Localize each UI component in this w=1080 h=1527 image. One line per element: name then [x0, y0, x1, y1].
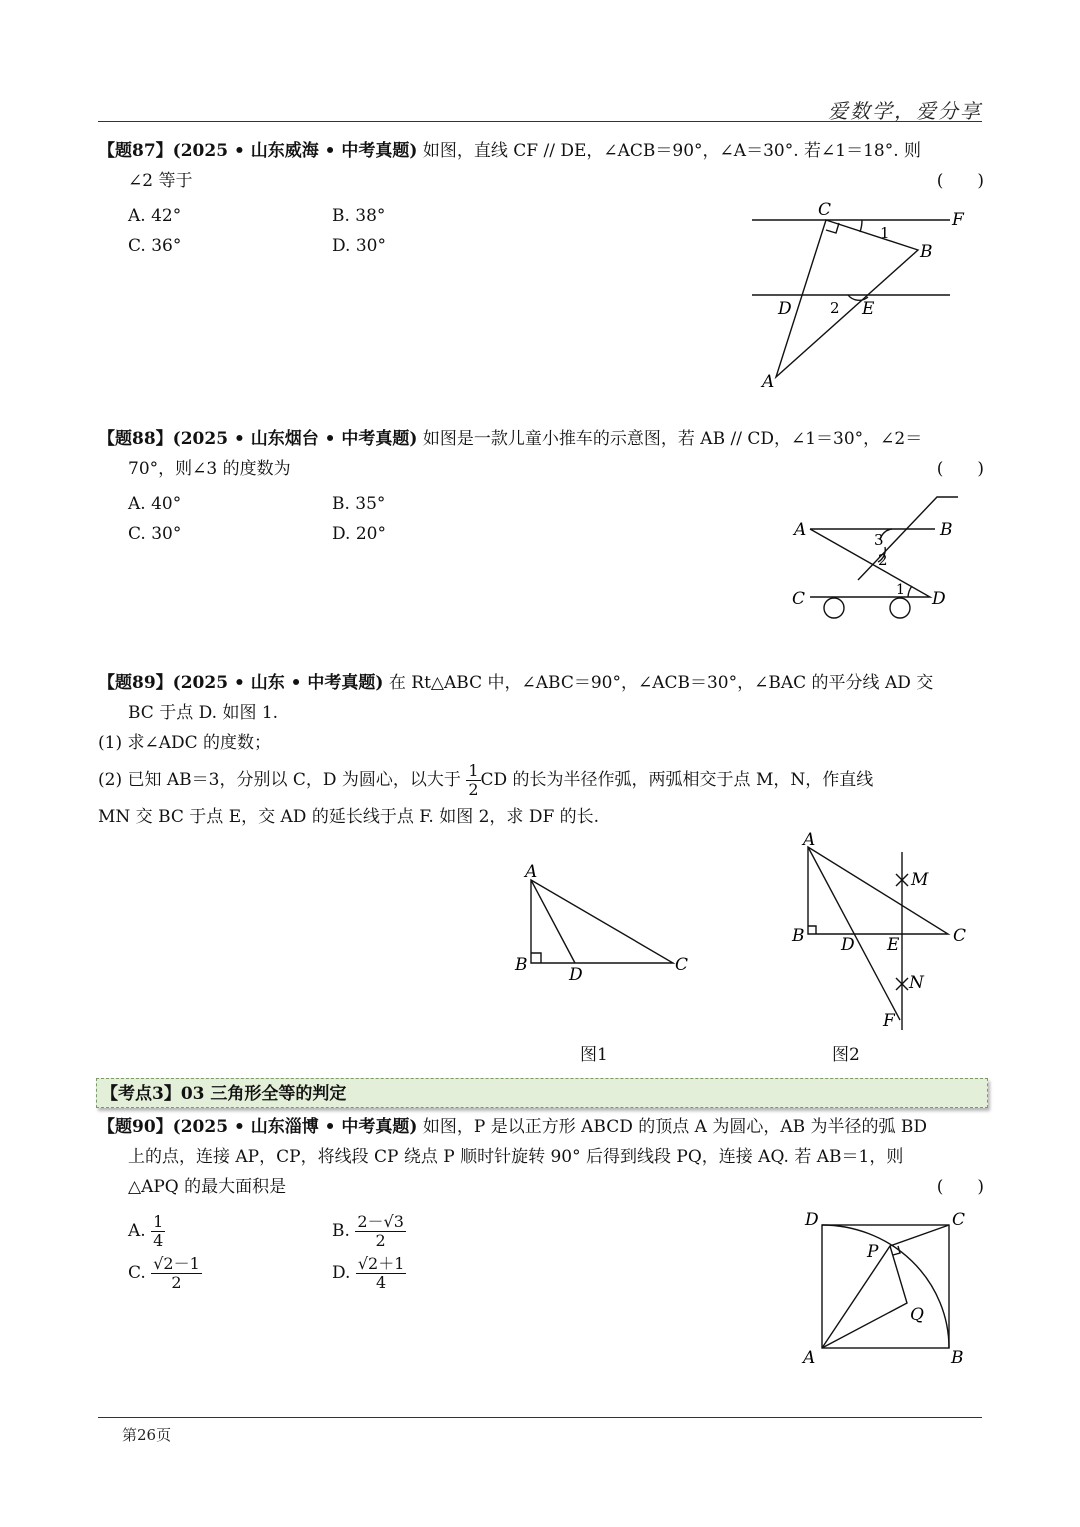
q87-stem-line1: 如图，直线 CF // DE，∠ACB＝90°，∠A＝30°. 若∠1＝18°. 则	[422, 141, 922, 161]
q87-option-d: D. 30°	[332, 236, 386, 256]
q88-label-a: A	[794, 520, 807, 540]
q87-stem-line2: ∠2 等于	[128, 171, 193, 191]
question-89	[98, 668, 984, 832]
q89-part2-c: MN 交 BC 于点 E，交 AD 的延长线于点 F. 如图 2，求 DF 的长.	[98, 807, 600, 827]
q87-answer-paren: ( )	[936, 171, 984, 191]
q89-fig2-label-a: A	[803, 830, 816, 850]
q89-part2-b: CD 的长为半径作弧，两弧相交于点 M，N，作直线	[480, 770, 874, 790]
q90-option-c-den: 2	[171, 1273, 182, 1292]
q90-stem-line3: △APQ 的最大面积是	[128, 1177, 287, 1197]
q90-option-d	[332, 1255, 406, 1292]
q87-label-f: F	[952, 210, 964, 230]
q89-stem-line2: BC 于点 D. 如图 1.	[128, 703, 279, 723]
q90-answer-paren: ( )	[936, 1177, 984, 1197]
header-rule	[98, 121, 982, 122]
q89-frac-den: 2	[468, 780, 479, 799]
q88-label-c: C	[792, 589, 806, 609]
q90-option-c-num: √2－1	[153, 1254, 200, 1273]
q87-option-c: C. 36°	[128, 236, 182, 256]
section-heading: 【考点3】03 三角形全等的判定	[96, 1078, 988, 1108]
q87-label-c: C	[818, 200, 832, 220]
q89-fig2-label-n: N	[909, 973, 924, 993]
q90-label-a: A	[803, 1348, 816, 1368]
q90-stem-line1: 如图，P 是以正方形 ABCD 的顶点 A 为圆心，AB 为半径的弧 BD	[422, 1117, 928, 1137]
q87-label-d: D	[778, 299, 792, 319]
q88-angle-3: 3	[874, 531, 884, 549]
q89-fig2-label-f: F	[883, 1011, 895, 1031]
q90-label-p: P	[867, 1242, 879, 1262]
q90-label-c: C	[952, 1210, 966, 1230]
q89-fig1-label-c: C	[675, 955, 689, 975]
q90-option-d-letter: D.	[332, 1263, 351, 1283]
q89-stem-line1: 在 Rt△ABC 中，∠ABC＝90°，∠ACB＝30°，∠BAC 的平分线 AD 交	[388, 673, 934, 693]
q89-fig2-label-m: M	[911, 870, 929, 890]
q90-option-c	[128, 1255, 202, 1292]
q90-option-b-den: 2	[375, 1231, 386, 1250]
q88-option-a: A. 40°	[128, 494, 182, 514]
q89-fig1-label-b: B	[515, 955, 528, 975]
q88-stem-line1: 如图是一款儿童小推车的示意图，若 AB // CD，∠1＝30°，∠2＝	[422, 429, 923, 449]
q88-label-b: B	[940, 520, 953, 540]
q88-option-d: D. 20°	[332, 524, 386, 544]
q87-option-b: B. 38°	[332, 206, 386, 226]
q88-source: (2025 • 山东烟台 • 中考真题)	[172, 429, 418, 449]
q89-fig2-label-b: B	[792, 926, 805, 946]
q90-option-b-num: 2－√3	[357, 1212, 404, 1231]
q89-figure-1	[505, 860, 705, 990]
q88-angle-2: 2	[878, 551, 888, 569]
q90-stem-line2: 上的点，连接 AP，CP，将线段 CP 绕点 P 顺时针旋转 90° 后得到线段 PQ，连接 AQ. 若 AB＝1，则	[128, 1147, 904, 1167]
q89-source: (2025 • 山东 • 中考真题)	[172, 673, 384, 693]
page-number: 第26页	[122, 1426, 172, 1444]
q89-fraction	[466, 762, 480, 799]
q87-tag: 【题87】	[98, 141, 173, 161]
q90-option-a-num: 1	[153, 1212, 164, 1231]
q88-tag: 【题88】	[98, 429, 173, 449]
q89-fig2-caption: 图2	[832, 1045, 860, 1065]
q89-tag: 【题89】	[98, 673, 173, 693]
footer-rule	[98, 1417, 982, 1418]
q89-frac-num: 1	[468, 761, 479, 780]
q89-part2-a: (2) 已知 AB＝3，分别以 C，D 为圆心，以大于	[98, 770, 461, 790]
q88-figure	[780, 490, 980, 625]
q87-figure	[740, 195, 990, 395]
q87-label-a: A	[762, 372, 775, 392]
q87-label-b: B	[920, 242, 933, 262]
q90-option-b-letter: B.	[332, 1221, 350, 1241]
q89-fig2-label-e: E	[887, 935, 900, 955]
q90-option-a-den: 4	[153, 1231, 164, 1250]
q89-fig1-label-a: A	[525, 862, 538, 882]
q87-option-a: A. 42°	[128, 206, 182, 226]
q90-label-d: D	[805, 1210, 819, 1230]
q89-fig2-label-c: C	[953, 926, 967, 946]
q90-option-b	[332, 1213, 406, 1250]
q89-fig1-caption: 图1	[580, 1045, 608, 1065]
q90-option-d-num: √2＋1	[357, 1254, 405, 1273]
q89-fig1-label-d: D	[569, 965, 583, 985]
q88-option-b: B. 35°	[332, 494, 386, 514]
q90-tag: 【题90】	[98, 1117, 173, 1137]
q90-option-d-den: 4	[376, 1273, 387, 1292]
q87-source: (2025 • 山东威海 • 中考真题)	[172, 141, 418, 161]
header-slogan: 爱数学，爱分享	[828, 99, 982, 123]
q90-source: (2025 • 山东淄博 • 中考真题)	[172, 1117, 418, 1137]
q87-angle-1: 1	[880, 224, 890, 242]
q89-figure-2	[785, 830, 985, 1035]
q90-option-a-letter: A.	[128, 1221, 146, 1241]
q89-part1: (1) 求∠ADC 的度数；	[98, 733, 272, 753]
q90-label-b: B	[951, 1348, 964, 1368]
q88-label-d: D	[932, 589, 946, 609]
q89-fig2-label-d: D	[841, 935, 855, 955]
q90-figure	[795, 1205, 985, 1375]
q88-option-c: C. 30°	[128, 524, 182, 544]
q88-answer-paren: ( )	[936, 459, 984, 479]
q88-angle-1: 1	[896, 582, 905, 598]
q90-label-q: Q	[910, 1305, 924, 1325]
q87-label-e: E	[862, 299, 875, 319]
q88-stem-line2: 70°，则∠3 的度数为	[128, 459, 291, 479]
q87-angle-2: 2	[830, 299, 840, 317]
q90-option-c-letter: C.	[128, 1263, 146, 1283]
q90-option-a	[128, 1213, 165, 1250]
